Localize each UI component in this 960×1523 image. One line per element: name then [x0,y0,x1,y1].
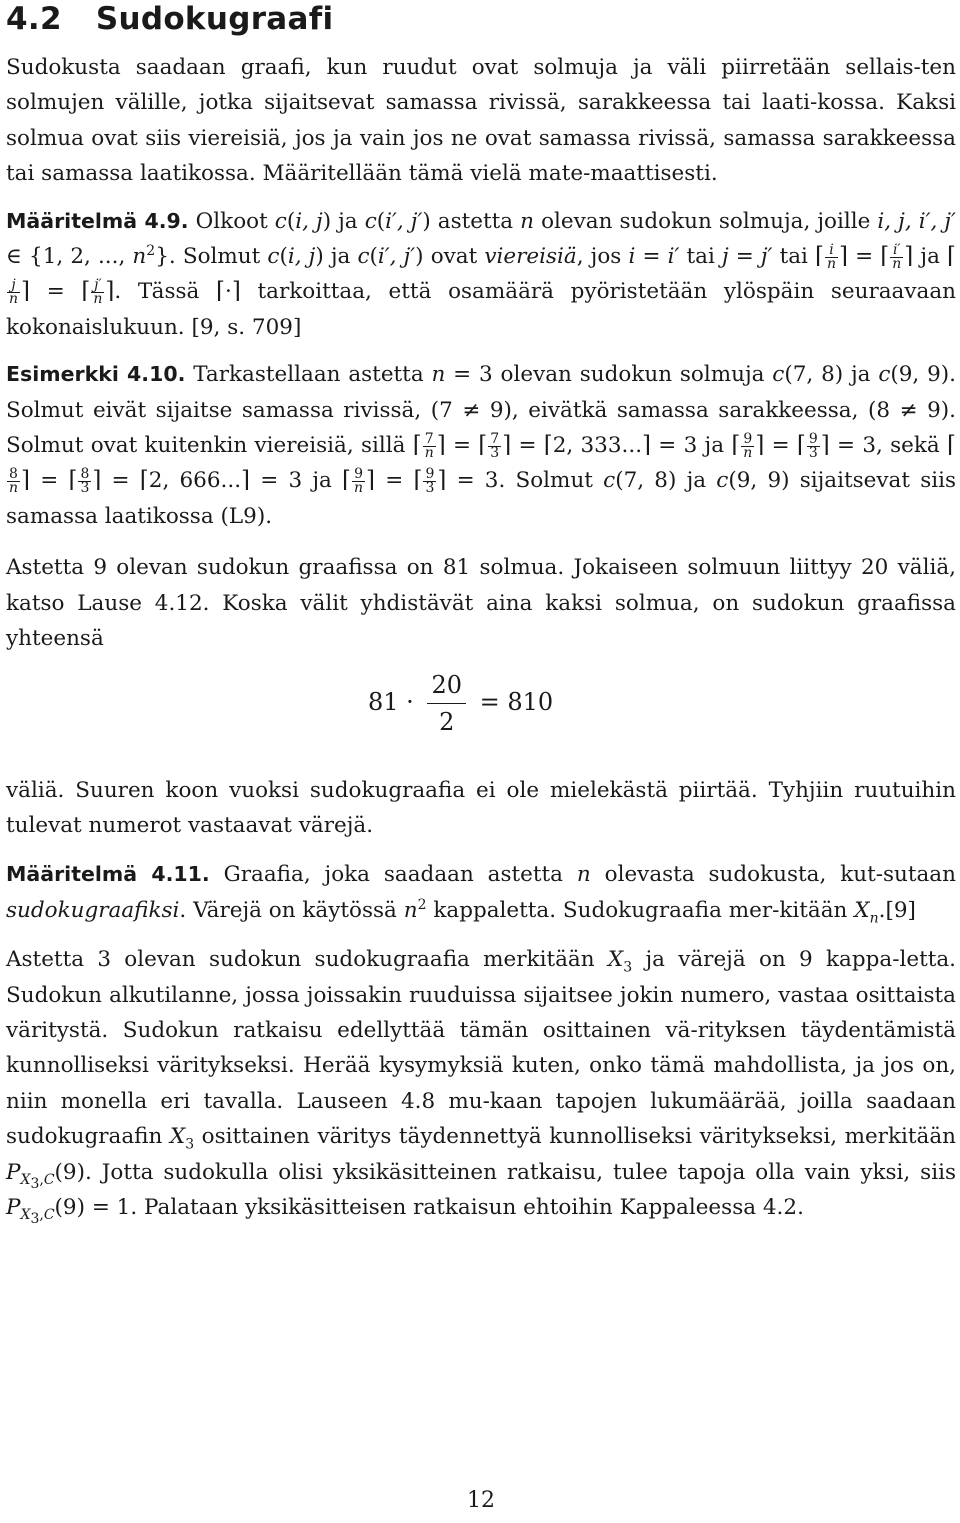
term-viereisia: viereisiä [484,244,577,270]
definition-4-11: Määritelmä 4.11. Graafia, joka saadaan astetta n olevasta sudokusta, kut-sutaan sudokugraafiksi. Värejä on käytössä $n^2$ kappaletta. Sudokugraafia mer-kitään $X_n.[9]$ [6,862,956,927]
display-equation: 81 · $\frac{20}{2}$ = 810 [6,657,956,767]
definition-label: Määritelmä 4.11. [6,862,210,887]
section-title: Sudokugraafi [95,1,334,37]
section-heading [6,0,956,42]
document-page [6,0,957,1513]
definition-4-9: Määritelmä 4.9. Olkoot c(i, j) ja c(i′, j′) astetta n olevan sudokun solmuja, joille i, j, i′, j′ ∈ {1, 2, ..., $n^2$}. Solmut c(i, j) ja c(i′, j′) ovat viereisiä, jos i = i′ tai j = j′ tai ⌈ $\frac{i}{n}$ ⌉ = ⌈ $\frac{i'}{n}$ ⌉ ja ⌈ $\frac{j}{n}$ ⌉ = ⌈ $\frac{j'}{n}$ ⌉. Tässä ⌈·⌉ tarkoittaa, että osamäärä pyöristetään ylöspäin seuraavaan kokonaislukuun. [9, s. 709] [6,208,957,340]
paragraph-edges: Astetta 9 olevan sudokun graafissa on 81 solmua. Jokaiseen solmuun liittyy 20 väliä, katso Lause 4.12. Koska välit yhdistävät aina kaksi solmua, on sudokun graafissa yhteensä [6,555,956,652]
paragraph-coloring: Astetta 3 olevan sudokun sudokugraafia merkitään $X_3$ ja värejä on 9 kappa-letta. Sudokun alkutilanne, jossa joissakin ruuduissa sijaitsee jokin numero, vastaa osittaista väritystä. Sudokun ratkaisu edellyttää tämän osittainen vä-rityksen täydentämistä kunnolliseksi väritykseksi. Herää kysymyksiä kuten, onko tämä mahdollista, ja jos on, niin monella eri tavalla. Lauseen 4.8 mu-kaan tapojen lukumäärää, joilla saadaan sudokugraafin $X_3$ osittainen väritys täydennettyä kunnolliseksi väritykseksi, merkitään $P_{X_3,C}(9)$. Jotta sudokulla olisi yksikäsitteinen ratkaisu, tulee tapoja olla vain yksi, siis $P_{X_3,C}(9) = 1$. Palataan yksikäsitteisen ratkaisun ehtoihin Kappaleessa 4.2. [6,947,957,1228]
paragraph-intro: Sudokusta saadaan graafi, kun ruudut ovat solmuja ja väli piirretään sellais-ten solmujen välille, jotka sijaitsevat samassa rivissä, sarakkeessa tai laati-kossa. Kaksi solmua ovat siis viereisiä, jos ja vain jos ne ovat samassa rivissä, samassa sarakkeessa tai samassa laatikossa. Määritellään tämä vielä mate-maattisesti. [6,55,956,187]
example-label: Esimerkki 4.10. [6,362,186,387]
section-number: 4.2 [6,1,62,37]
example-4-10: Esimerkki 4.10. Tarkastellaan astetta n = 3 olevan sudokun solmuja c(7, 8) ja c(9, 9). Solmut eivät sijaitse samassa rivissä, (7 ≠ 9), eivätkä samassa sarakkeessa, (8 ≠ 9). Solmut ovat kuitenkin viereisiä, sillä ⌈ $\frac{7}{n}$ ⌉ = ⌈ $\frac{7}{3}$ ⌉ = ⌈2, 333...⌉ = 3 ja ⌈ $\frac{9}{n}$ ⌉ = ⌈ $\frac{9}{3}$ ⌉ = 3, sekä ⌈ $\frac{8}{n}$ ⌉ = ⌈ $\frac{8}{3}$ ⌉ = ⌈2, 666...⌉ = 3 ja ⌈ $\frac{9}{n}$ ⌉ = ⌈ $\frac{9}{3}$ ⌉ = 3. Solmut c(7, 8) ja c(9, 9) sijaitsevat siis samassa laatikossa (L9). [6,362,957,529]
term-sudokugraafiksi: sudokugraafiksi [6,897,180,923]
definition-label: Määritelmä 4.9. [6,208,189,233]
page-number: 12 [467,1488,495,1513]
paragraph-colors: väliä. Suuren koon vuoksi sudokugraafia ei ole mielekästä piirtää. Tyhjiin ruutuihin tulevat numerot vastaavat värejä. [6,777,956,838]
